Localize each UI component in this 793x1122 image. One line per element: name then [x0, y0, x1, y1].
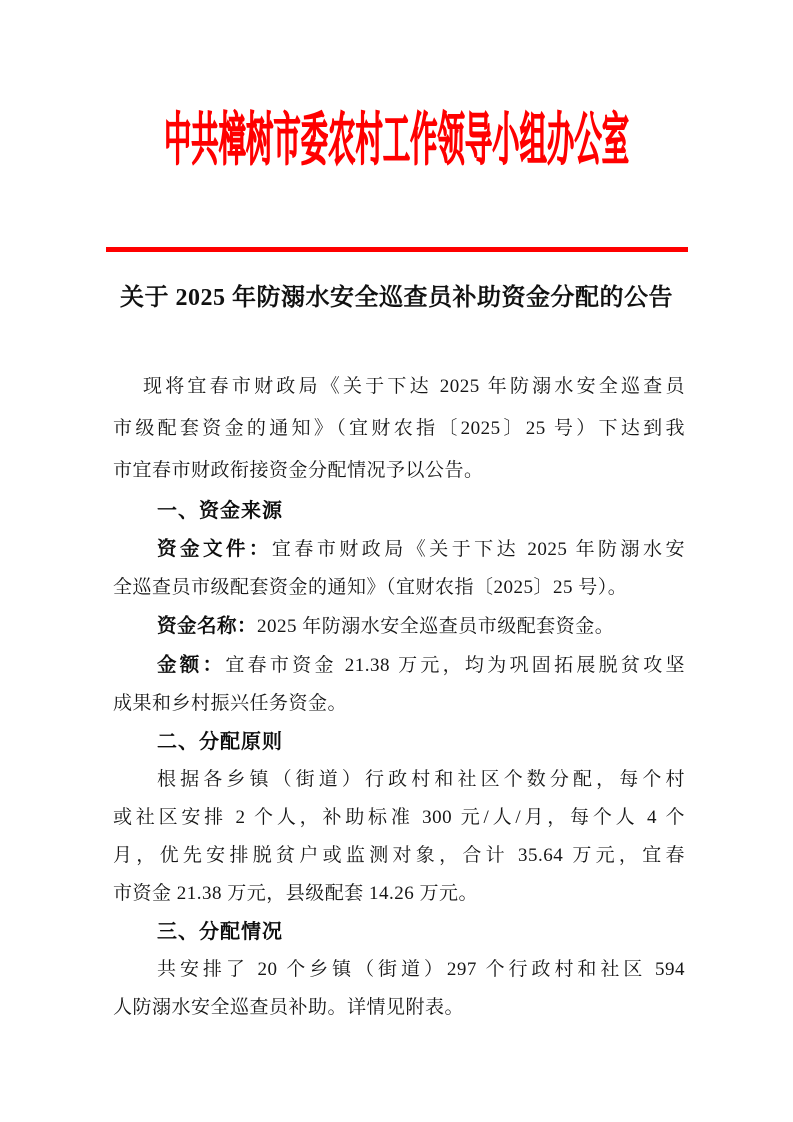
body-line: 共安排了 20 个乡镇（街道）297 个行政村和社区 594 — [157, 959, 685, 980]
section-heading-3: 三、分配情况 — [157, 921, 283, 943]
body-line — [113, 530, 685, 569]
body-line: 市宜春市财政衔接资金分配情况予以公告。 — [113, 460, 484, 481]
body-line: 根据各乡镇（街道）行政村和社区个数分配，每个村 — [157, 769, 685, 790]
paragraph-fund-name — [113, 607, 685, 646]
body-line: 月，优先安排脱贫户或监测对象，合计 35.64 万元，宜春 — [113, 845, 685, 866]
red-divider-line — [106, 247, 688, 252]
field-label-amount: 金额： — [157, 654, 226, 676]
field-text: 宜春市资金 21.38 万元，均为巩固拓展脱贫攻坚 — [225, 655, 685, 676]
document-title: 关于 2025 年防溺水安全巡查员补助资金分配的公告 — [120, 285, 673, 311]
body-line — [113, 607, 685, 646]
field-text: 2025 年防溺水安全巡查员市级配套资金。 — [257, 616, 615, 637]
body-line: 全巡查员市级配套资金的通知》（宜财农指〔2025〕25 号）。 — [113, 577, 628, 598]
body-line: 成果和乡村振兴任务资金。 — [113, 693, 348, 714]
letterhead — [0, 106, 793, 176]
paragraph-amount — [113, 646, 685, 723]
body-line: 现将宜春市财政局《关于下达 2025 年防溺水安全巡查员 — [143, 376, 685, 397]
body-line: 市资金 21.38 万元，县级配套 14.26 万元。 — [113, 883, 479, 904]
section-heading-2: 二、分配原则 — [157, 731, 283, 753]
letterhead-org-name: 中共樟树市委农村工作领导小组办公室 — [163, 109, 630, 172]
paragraph-principle — [113, 761, 685, 913]
body-line — [113, 646, 685, 685]
paragraph-intro — [113, 366, 685, 492]
document-body — [113, 366, 685, 1027]
field-label-fund-name: 资金名称： — [157, 615, 258, 637]
field-text: 宜春市财政局《关于下达 2025 年防溺水安 — [271, 539, 685, 560]
section-heading-1: 一、资金来源 — [157, 500, 283, 522]
body-line: 或社区安排 2 个人，补助标准 300 元/人/月，每个人 4 个 — [113, 807, 685, 828]
paragraph-fund-document — [113, 530, 685, 607]
field-label-fund-document: 资金文件： — [157, 538, 272, 560]
body-line: 人防溺水安全巡查员补助。详情见附表。 — [113, 997, 465, 1018]
body-line: 市级配套资金的通知》（宜财农指〔2025〕25 号）下达到我 — [113, 418, 685, 439]
paragraph-allocation — [113, 951, 685, 1027]
